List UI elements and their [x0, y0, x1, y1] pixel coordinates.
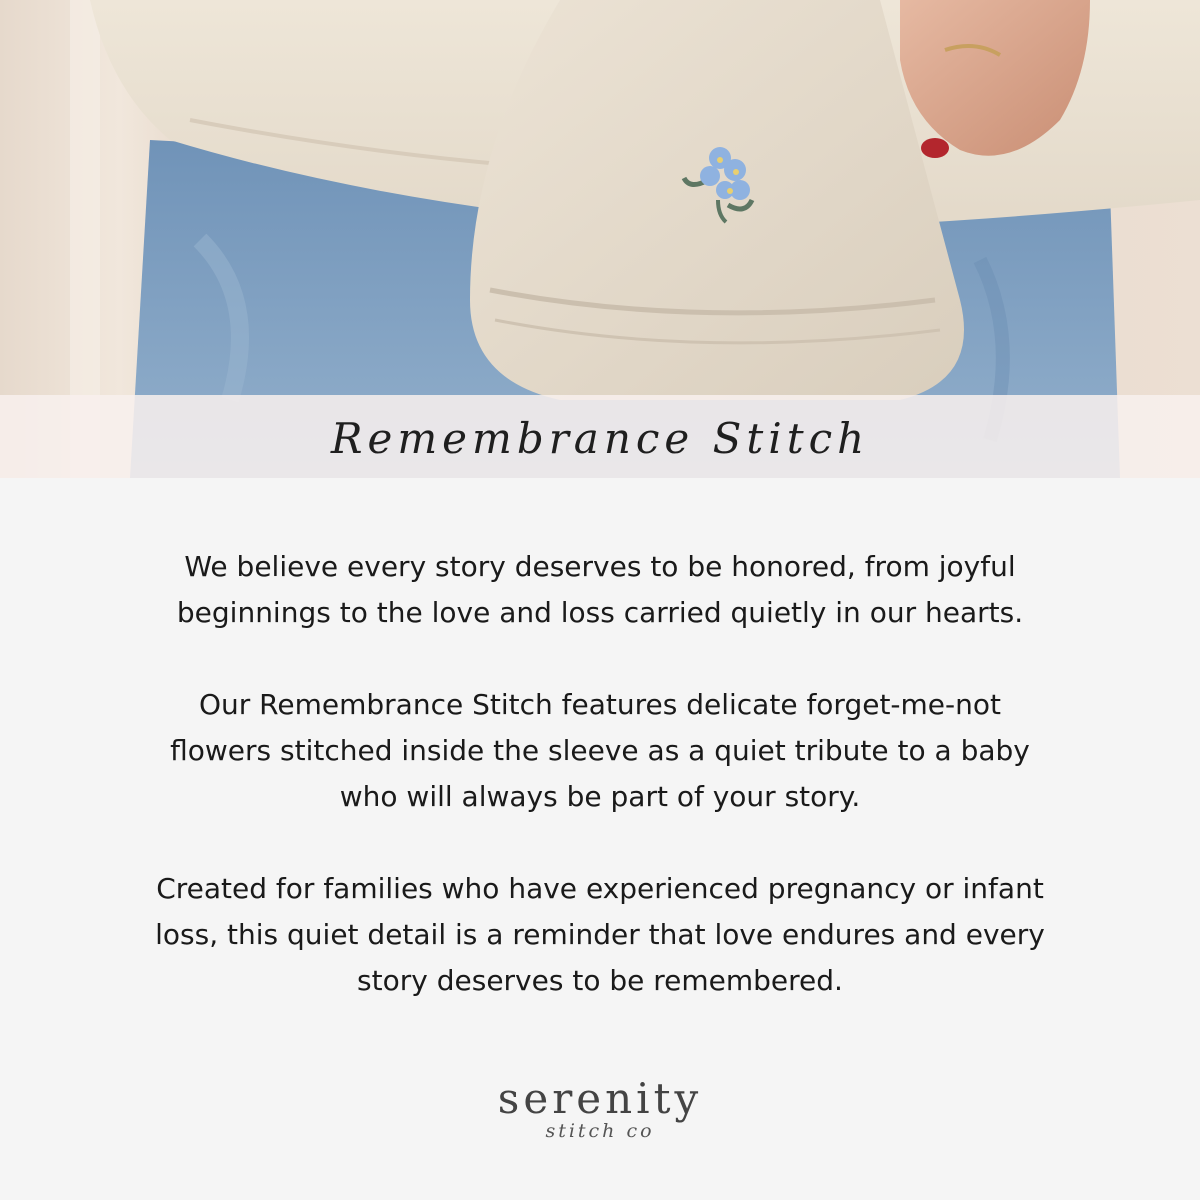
paragraph: Created for families who have experienced pregnancy or infant loss, this quiet detail is a reminder that love endures and every story deserves to be remembered.: [155, 872, 1045, 997]
page-title: Remembrance Stitch: [330, 414, 870, 463]
brand-logo-main: serenity: [497, 1074, 703, 1123]
brand-logo: [0, 1076, 1200, 1142]
hero-photo: [0, 0, 1200, 478]
description-copy: [100, 544, 1100, 1050]
paragraph: We believe every story deserves to be honored, from joyful beginnings to the love and loss carried quietly in our hearts.: [176, 550, 1024, 629]
brand-logo-sub: stitch co: [545, 1120, 655, 1142]
title-band: [0, 395, 1200, 478]
paragraph: Our Remembrance Stitch features delicate forget-me-not flowers stitched inside the sleeve as a quiet tribute to a baby who will always be part of your story.: [170, 688, 1030, 813]
description-section: [0, 478, 1200, 1200]
